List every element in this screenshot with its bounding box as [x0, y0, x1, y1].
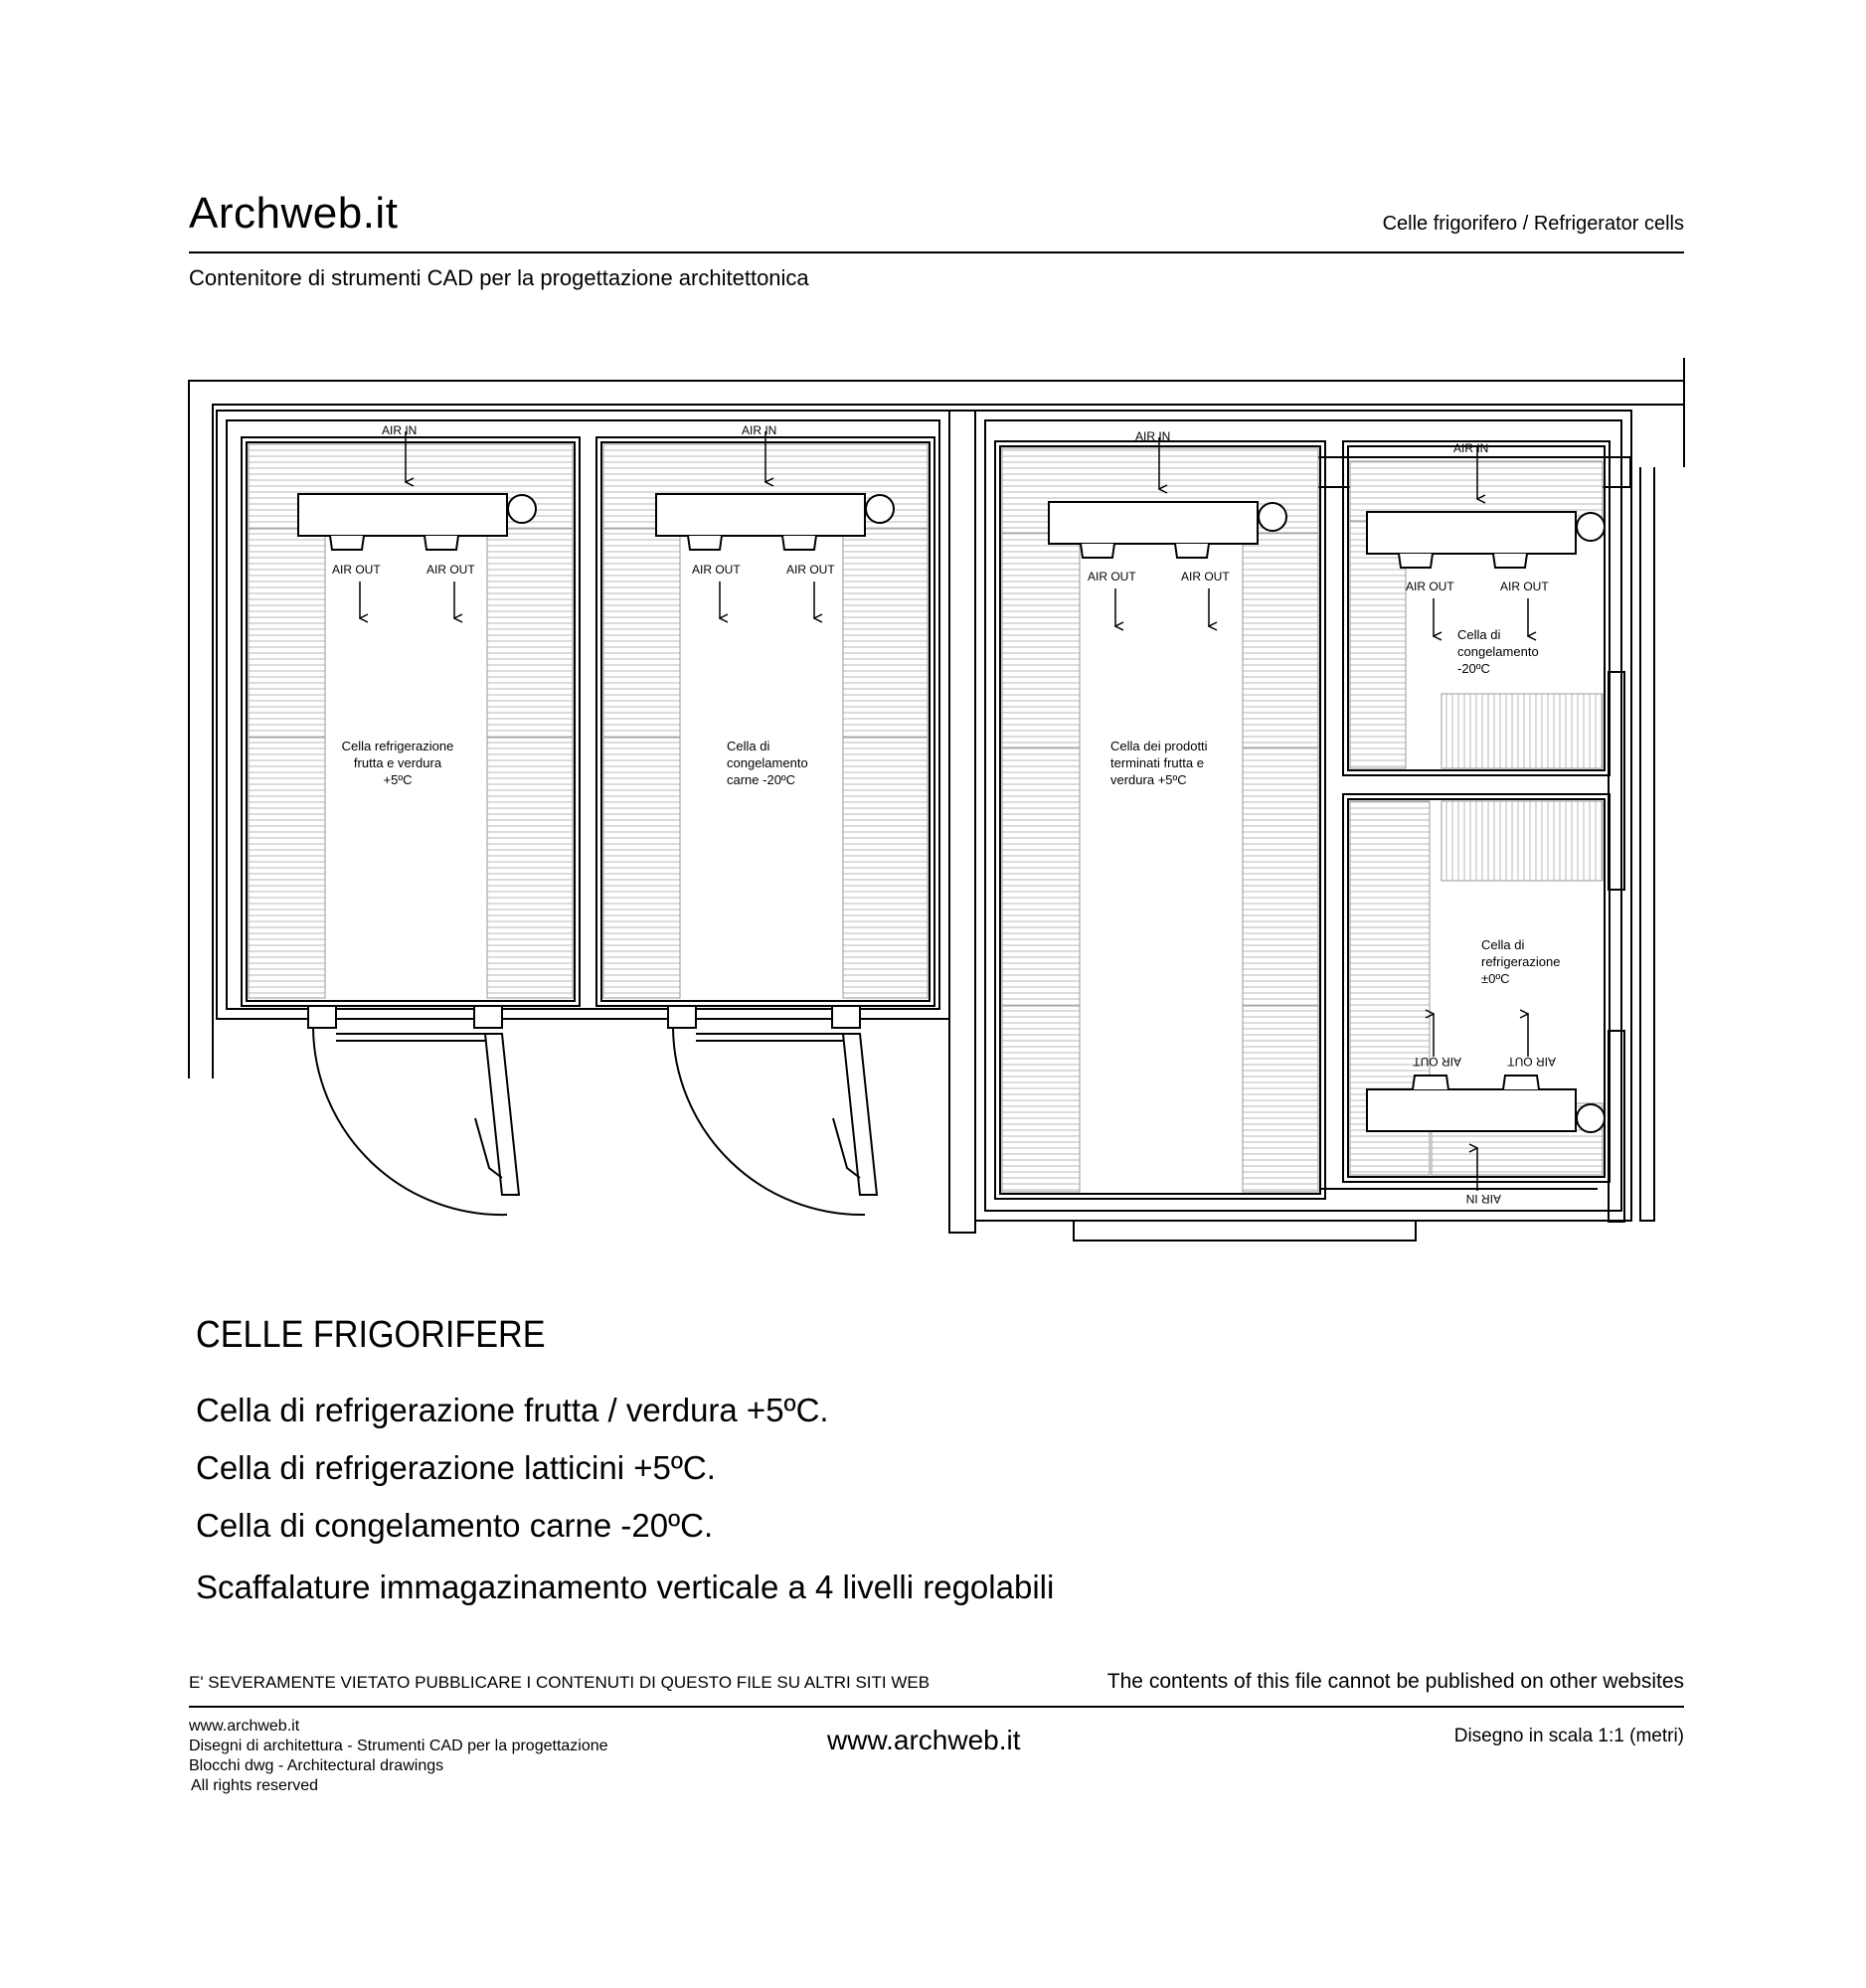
cell-1-label-line: frutta e verdura — [353, 755, 442, 770]
cell-1-label-line: +5ºC — [383, 772, 413, 787]
air-in-label: AIR IN — [1135, 429, 1171, 443]
cell-4-label-line: Cella di — [1457, 627, 1501, 642]
footer-line: www.archweb.it — [189, 1718, 300, 1735]
cell-1-label-line: Cella refrigerazione — [341, 739, 454, 753]
legend-note: Cella di refrigerazione latticini +5ºC. — [196, 1449, 716, 1486]
air-in-label: AIR IN — [1453, 441, 1489, 455]
cell-2-label-line: Cella di — [727, 739, 770, 753]
document-title: Celle frigorifero / Refrigerator cells — [1382, 213, 1684, 235]
cell-5-label-line: refrigerazione — [1481, 954, 1561, 969]
cell-2-label-line: carne -20ºC — [727, 772, 796, 787]
air-in-label: AIR IN — [382, 423, 418, 437]
cell-3-label-line: verdura +5ºC — [1110, 772, 1187, 787]
cell-5-label-line: Cella di — [1481, 937, 1525, 952]
shelving-cell-3 — [1002, 448, 1318, 1192]
cell-3-label-line: terminati frutta e — [1110, 755, 1204, 770]
footer-line: Disegni di architettura - Strumenti CAD per la progettazione — [189, 1738, 608, 1754]
cell-2-label-line: congelamento — [727, 755, 808, 770]
legend-heading: CELLE FRIGORIFERE — [196, 1314, 546, 1356]
air-out-label: AIR OUT — [1507, 1055, 1556, 1069]
brand-logo: Archweb.it — [189, 189, 399, 238]
air-in-label: AIR IN — [1465, 1192, 1501, 1206]
footer-line: Blocchi dwg - Architectural drawings — [189, 1757, 444, 1774]
air-out-label: AIR OUT — [1406, 580, 1454, 593]
air-out-label: AIR OUT — [332, 563, 381, 577]
legend-note: Cella di refrigerazione frutta / verdura +5ºC. — [196, 1392, 829, 1428]
copyright-warning-en: The contents of this file cannot be published on other websites — [1106, 1670, 1684, 1693]
cell-4-label-line: congelamento — [1457, 644, 1539, 659]
tagline: Contenitore di strumenti CAD per la progettazione architettonica — [189, 265, 809, 290]
doors — [308, 1006, 877, 1215]
cell-3-label-line: Cella dei prodotti — [1110, 739, 1208, 753]
legend-note: Cella di congelamento carne -20ºC. — [196, 1507, 714, 1544]
cell-4-label-line: -20ºC — [1457, 661, 1490, 676]
air-out-label: AIR OUT — [786, 563, 835, 577]
air-out-label: AIR OUT — [1413, 1055, 1461, 1069]
air-out-label: AIR OUT — [426, 563, 475, 577]
footer-rule — [189, 1706, 1684, 1708]
cell-5-label-line: ±0ºC — [1481, 971, 1510, 986]
copyright-warning-it: E' SEVERAMENTE VIETATO PUBBLICARE I CONTENUTI DI QUESTO FILE SU ALTRI SITI WEB — [189, 1673, 931, 1692]
air-out-label: AIR OUT — [692, 563, 741, 577]
evaporator-unit-4 — [1367, 512, 1605, 568]
air-in-label: AIR IN — [742, 423, 777, 437]
drawing-scale: Disegno in scala 1:1 (metri) — [1453, 1726, 1684, 1746]
shelving-cell-4 — [1350, 461, 1603, 768]
footer-site: www.archweb.it — [827, 1725, 1021, 1755]
legend-note: Scaffalature immagazinamento verticale a 4 livelli regolabili — [196, 1569, 1055, 1605]
air-out-label: AIR OUT — [1088, 570, 1136, 583]
air-out-label: AIR OUT — [1500, 580, 1549, 593]
air-out-label: AIR OUT — [1181, 570, 1230, 583]
footer-line: All rights reserved — [191, 1777, 319, 1794]
